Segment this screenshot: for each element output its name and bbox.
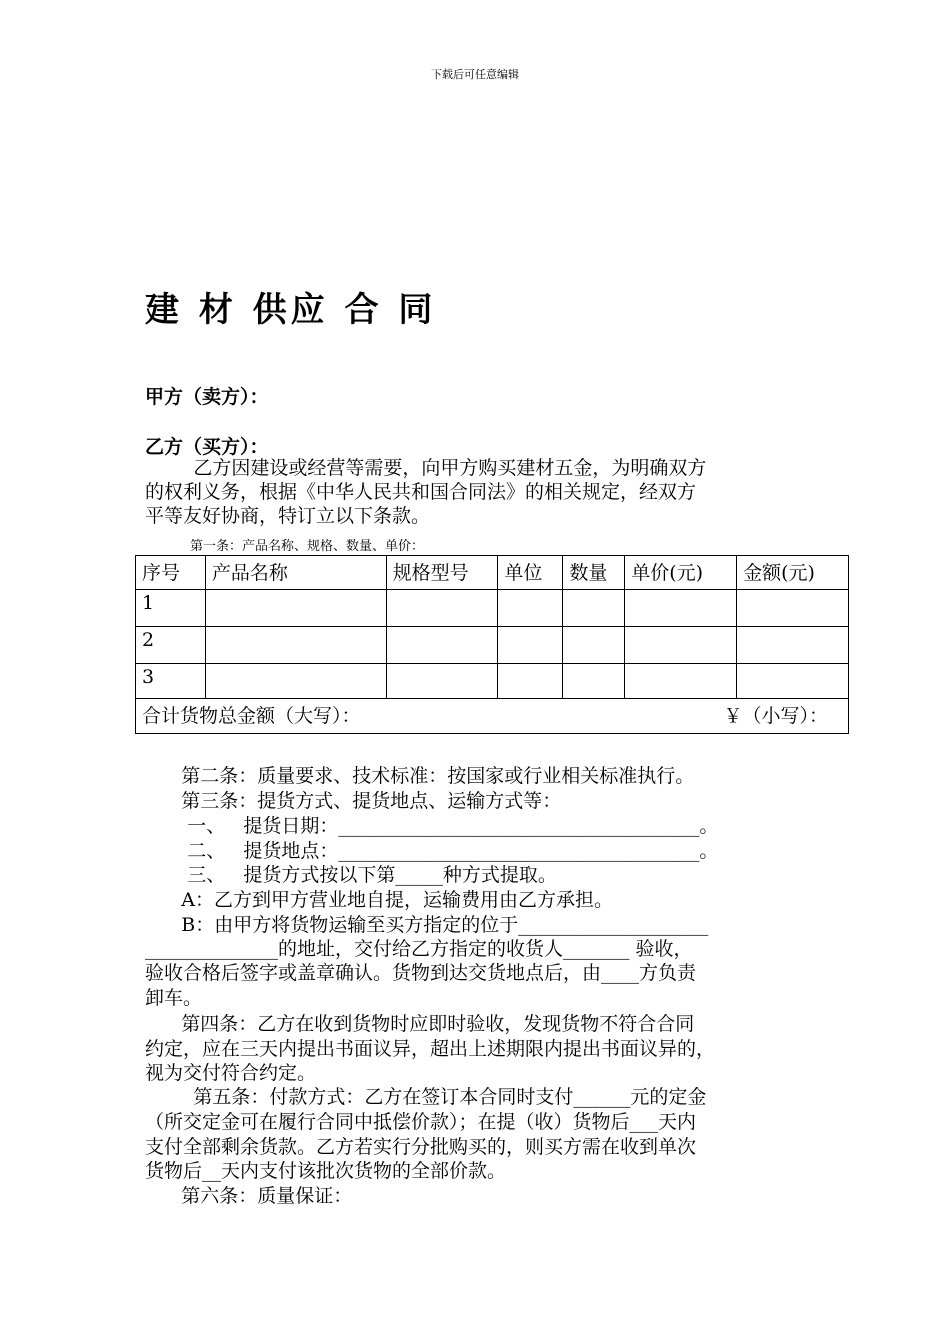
article-line: 第六条：质量保证： (145, 1185, 353, 1207)
article-line: ______________的地址，交付给乙方指定的收货人_______ 验收， (145, 938, 693, 960)
table-cell (205, 627, 386, 664)
total-amount-lowercase-label: ￥（小写）： (723, 705, 828, 727)
table-row (136, 664, 849, 699)
article-1-heading: 第一条：产品名称、规格、数量、单价： (190, 539, 425, 554)
intro-line-1: 乙方因建设或经营等需要，向甲方购买建材五金，为明确双方 (145, 457, 707, 479)
header-cell: 单位 (498, 556, 563, 590)
header-cell: 单价(元) (625, 556, 737, 590)
table-cell (563, 590, 625, 627)
table-cell (737, 627, 849, 664)
table-cell (386, 664, 498, 699)
header-cell: 产品名称 (205, 556, 386, 590)
table-header-row (136, 556, 849, 590)
table-cell (498, 664, 563, 699)
article-line: 约定，应在三天内提出书面议异，超出上述期限内提出书面议异的， (145, 1038, 716, 1060)
table-cell: 1 (136, 590, 206, 627)
intro-line-2: 的权利义务，根据《中华人民共和国合同法》的相关规定，经双方 (145, 481, 697, 503)
table-row (136, 590, 849, 627)
total-cell (136, 699, 849, 734)
table-cell (737, 664, 849, 699)
header-cell: 序号 (136, 556, 206, 590)
party-b-label: 乙方（买方）： (145, 436, 269, 458)
table-cell (563, 627, 625, 664)
article-line: 第四条：乙方在收到货物时应即时验收，发现货物不符合合同 (145, 1013, 695, 1035)
article-line: 视为交付符合约定。 (145, 1062, 317, 1084)
table-cell (625, 627, 737, 664)
table-total-row (136, 699, 849, 734)
table-cell (737, 590, 849, 627)
table-row (136, 627, 849, 664)
total-amount-uppercase-label: 合计货物总金额（大写）： (142, 705, 361, 727)
header-cell: 金额(元) (737, 556, 849, 590)
article-line: 支付全部剩余货款。乙方若实行分批购买的，则买方需在收到单次 (145, 1136, 697, 1158)
header-note: 下载后可任意编辑 (431, 68, 519, 81)
table-cell: 2 (136, 627, 206, 664)
table-cell (205, 664, 386, 699)
table-cell (625, 590, 737, 627)
article-line: A：乙方到甲方营业地自提，运输费用由乙方承担。 (145, 889, 613, 911)
article-line: （所交定金可在履行合同中抵偿价款）；在提（收）货物后___天内 (145, 1111, 697, 1133)
contract-title: 建 材 供应 合 同 (145, 290, 437, 330)
article-line: 第二条：质量要求、技术标准：按国家或行业相关标准执行。 (145, 765, 695, 787)
header-cell: 数量 (563, 556, 625, 590)
table-cell (563, 664, 625, 699)
intro-line-3: 平等友好协商，特订立以下条款。 (145, 505, 431, 527)
table-cell (498, 590, 563, 627)
goods-table (135, 555, 849, 734)
party-a-label: 甲方（卖方）： (145, 386, 269, 408)
table-cell (625, 664, 737, 699)
article-line: 三、 提货方式按以下第_____种方式提取。 (145, 864, 557, 886)
article-line: 货物后__天内支付该批次货物的全部价款。 (145, 1160, 507, 1182)
article-line: 第三条：提货方式、提货地点、运输方式等： (145, 790, 562, 812)
article-line: 卸车。 (145, 987, 203, 1009)
article-line: 一、 提货日期：______________________________________。 (145, 815, 719, 837)
table-cell (498, 627, 563, 664)
table-cell (386, 627, 498, 664)
table-cell: 3 (136, 664, 206, 699)
article-line: 二、 提货地点：______________________________________。 (145, 840, 719, 862)
table-cell (386, 590, 498, 627)
article-line: 第五条：付款方式：乙方在签订本合同时支付______元的定金 (145, 1086, 707, 1108)
header-cell: 规格型号 (386, 556, 498, 590)
table-cell (205, 590, 386, 627)
article-line: B：由甲方将货物运输至买方指定的位于____________________ (145, 914, 709, 936)
article-line: 验收合格后签字或盖章确认。货物到达交货地点后，由____方负责 (145, 962, 697, 984)
